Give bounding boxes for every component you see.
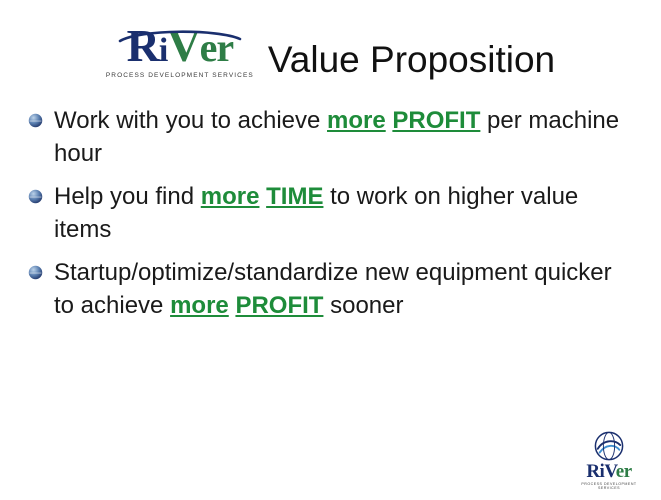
bullet-highlight: TIME bbox=[266, 183, 324, 210]
bullet-text-1 bbox=[54, 104, 638, 170]
bullet-list bbox=[28, 104, 638, 332]
bullet-text-3 bbox=[54, 256, 638, 322]
corner-logo-wordmark bbox=[571, 462, 647, 481]
list-item bbox=[28, 104, 638, 170]
corner-river-logo bbox=[571, 431, 647, 490]
bullet-highlight: PROFIT bbox=[392, 107, 481, 134]
bullet-span: to work on higher value items bbox=[54, 183, 579, 243]
bullet-span: Help you find bbox=[54, 183, 201, 210]
bullet-text-2 bbox=[54, 180, 638, 246]
logo-wordmark bbox=[126, 20, 234, 71]
bullet-span: per machine hour bbox=[54, 107, 620, 167]
bullet-highlight: more bbox=[200, 183, 260, 210]
sphere-bullet-icon bbox=[28, 189, 43, 204]
river-logo bbox=[105, 20, 254, 79]
bullet-span: Startup/optimize/standardize new equipment quicker to achieve bbox=[54, 259, 612, 319]
corner-logo-tagline: PROCESS DEVELOPMENT SERVICES bbox=[581, 482, 637, 490]
slide-title-row bbox=[0, 20, 661, 83]
corner-word-green: er bbox=[615, 461, 632, 482]
page-title: Value Proposition bbox=[267, 39, 556, 80]
list-item bbox=[28, 256, 638, 322]
logo-letter-i: i bbox=[158, 32, 168, 69]
bullet-highlight: more bbox=[327, 107, 386, 134]
logo-letters-er: er bbox=[199, 25, 234, 70]
sphere-bullet-icon bbox=[28, 113, 43, 128]
bullet-span: Work with you to achieve bbox=[54, 107, 328, 134]
logo-tagline: PROCESS DEVELOPMENT SERVICES bbox=[105, 72, 254, 79]
logo-letter-r: R bbox=[126, 20, 159, 71]
river-globe-icon bbox=[594, 431, 624, 461]
bullet-highlight: PROFIT bbox=[235, 292, 324, 319]
logo-letter-v: V bbox=[167, 20, 200, 71]
sphere-bullet-icon bbox=[28, 265, 43, 280]
list-item bbox=[28, 180, 638, 246]
bullet-span: sooner bbox=[323, 292, 404, 319]
bullet-highlight: more bbox=[170, 292, 229, 319]
corner-word-blue: RiV bbox=[586, 461, 616, 482]
